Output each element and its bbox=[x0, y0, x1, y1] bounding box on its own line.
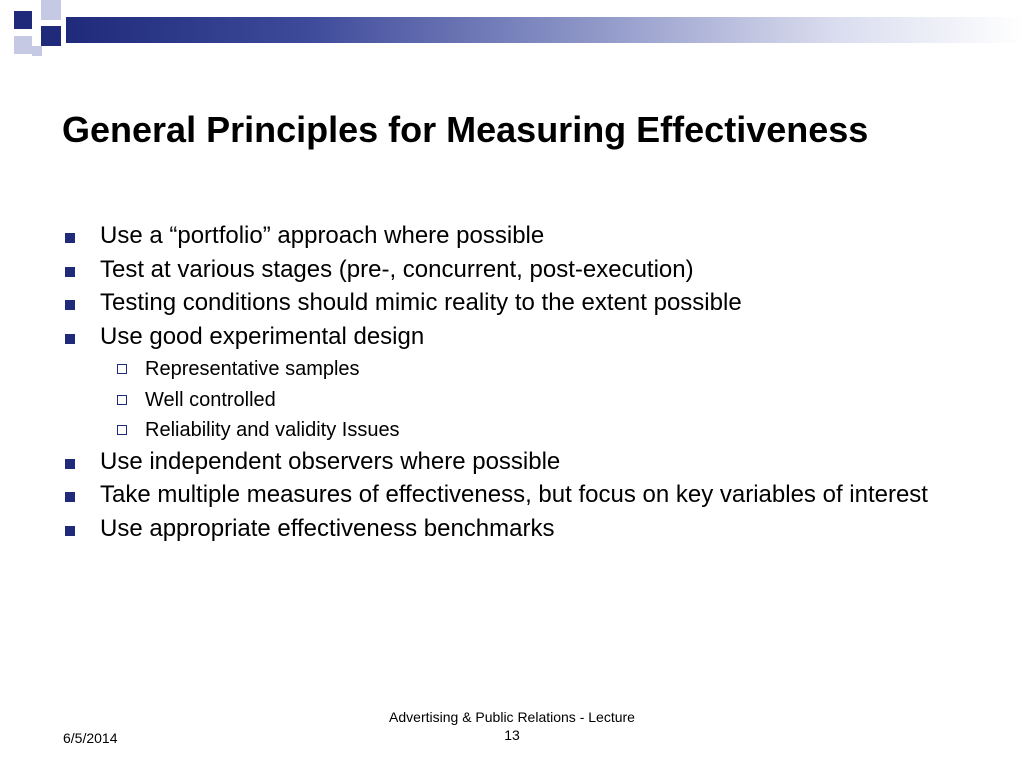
hollow-square-bullet-icon bbox=[117, 395, 127, 405]
square-bullet-icon bbox=[65, 267, 75, 277]
decor-square bbox=[32, 46, 42, 56]
bullet-item bbox=[62, 482, 962, 508]
header-banner bbox=[0, 0, 1024, 64]
square-bullet-icon bbox=[65, 300, 75, 310]
decor-square bbox=[14, 36, 32, 54]
bullet-text: Use appropriate effectiveness benchmarks bbox=[100, 514, 555, 542]
bullet-item bbox=[62, 516, 962, 542]
hollow-square-bullet-icon bbox=[117, 425, 127, 435]
bullet-text: Take multiple measures of effectiveness, but focus on key variables of interest bbox=[100, 481, 928, 508]
bullet-item bbox=[62, 449, 962, 475]
footer-course: Advertising & Public Relations - Lecture bbox=[389, 709, 635, 725]
bullet-item bbox=[62, 223, 962, 249]
sub-bullet-text: Reliability and validity Issues bbox=[145, 419, 400, 441]
square-bullet-icon bbox=[65, 233, 75, 243]
bullet-text: Use good experimental design bbox=[100, 322, 425, 350]
slide-title: General Principles for Measuring Effectiveness bbox=[62, 109, 869, 150]
decor-square bbox=[14, 11, 32, 29]
bullet-text: Test at various stages (pre-, concurrent, post-execution) bbox=[100, 255, 694, 283]
square-bullet-icon bbox=[65, 526, 75, 536]
bullet-text: Testing conditions should mimic reality to the extent possible bbox=[100, 289, 742, 316]
bullet-item bbox=[62, 290, 962, 316]
decor-square bbox=[41, 26, 61, 46]
sub-bullet-text: Well controlled bbox=[145, 388, 276, 411]
bullet-text: Use a “portfolio” approach where possible bbox=[100, 222, 545, 249]
square-bullet-icon bbox=[65, 492, 75, 502]
sub-bullet-item bbox=[62, 388, 962, 412]
sub-bullet-item bbox=[62, 357, 962, 381]
bullet-item bbox=[62, 324, 962, 350]
bullet-text: Use independent observers where possible bbox=[100, 447, 561, 475]
decor-square bbox=[41, 0, 61, 20]
gradient-bar bbox=[66, 17, 1024, 43]
sub-bullet-item bbox=[62, 418, 962, 442]
hollow-square-bullet-icon bbox=[117, 364, 127, 374]
bullet-item bbox=[62, 257, 962, 283]
square-bullet-icon bbox=[65, 459, 75, 469]
square-bullet-icon bbox=[65, 334, 75, 344]
footer-date: 6/5/2014 bbox=[63, 730, 118, 746]
bullet-list bbox=[62, 223, 962, 549]
sub-bullet-text: Representative samples bbox=[145, 358, 360, 380]
footer-page-number: 13 bbox=[504, 727, 520, 743]
footer-title bbox=[356, 708, 668, 744]
